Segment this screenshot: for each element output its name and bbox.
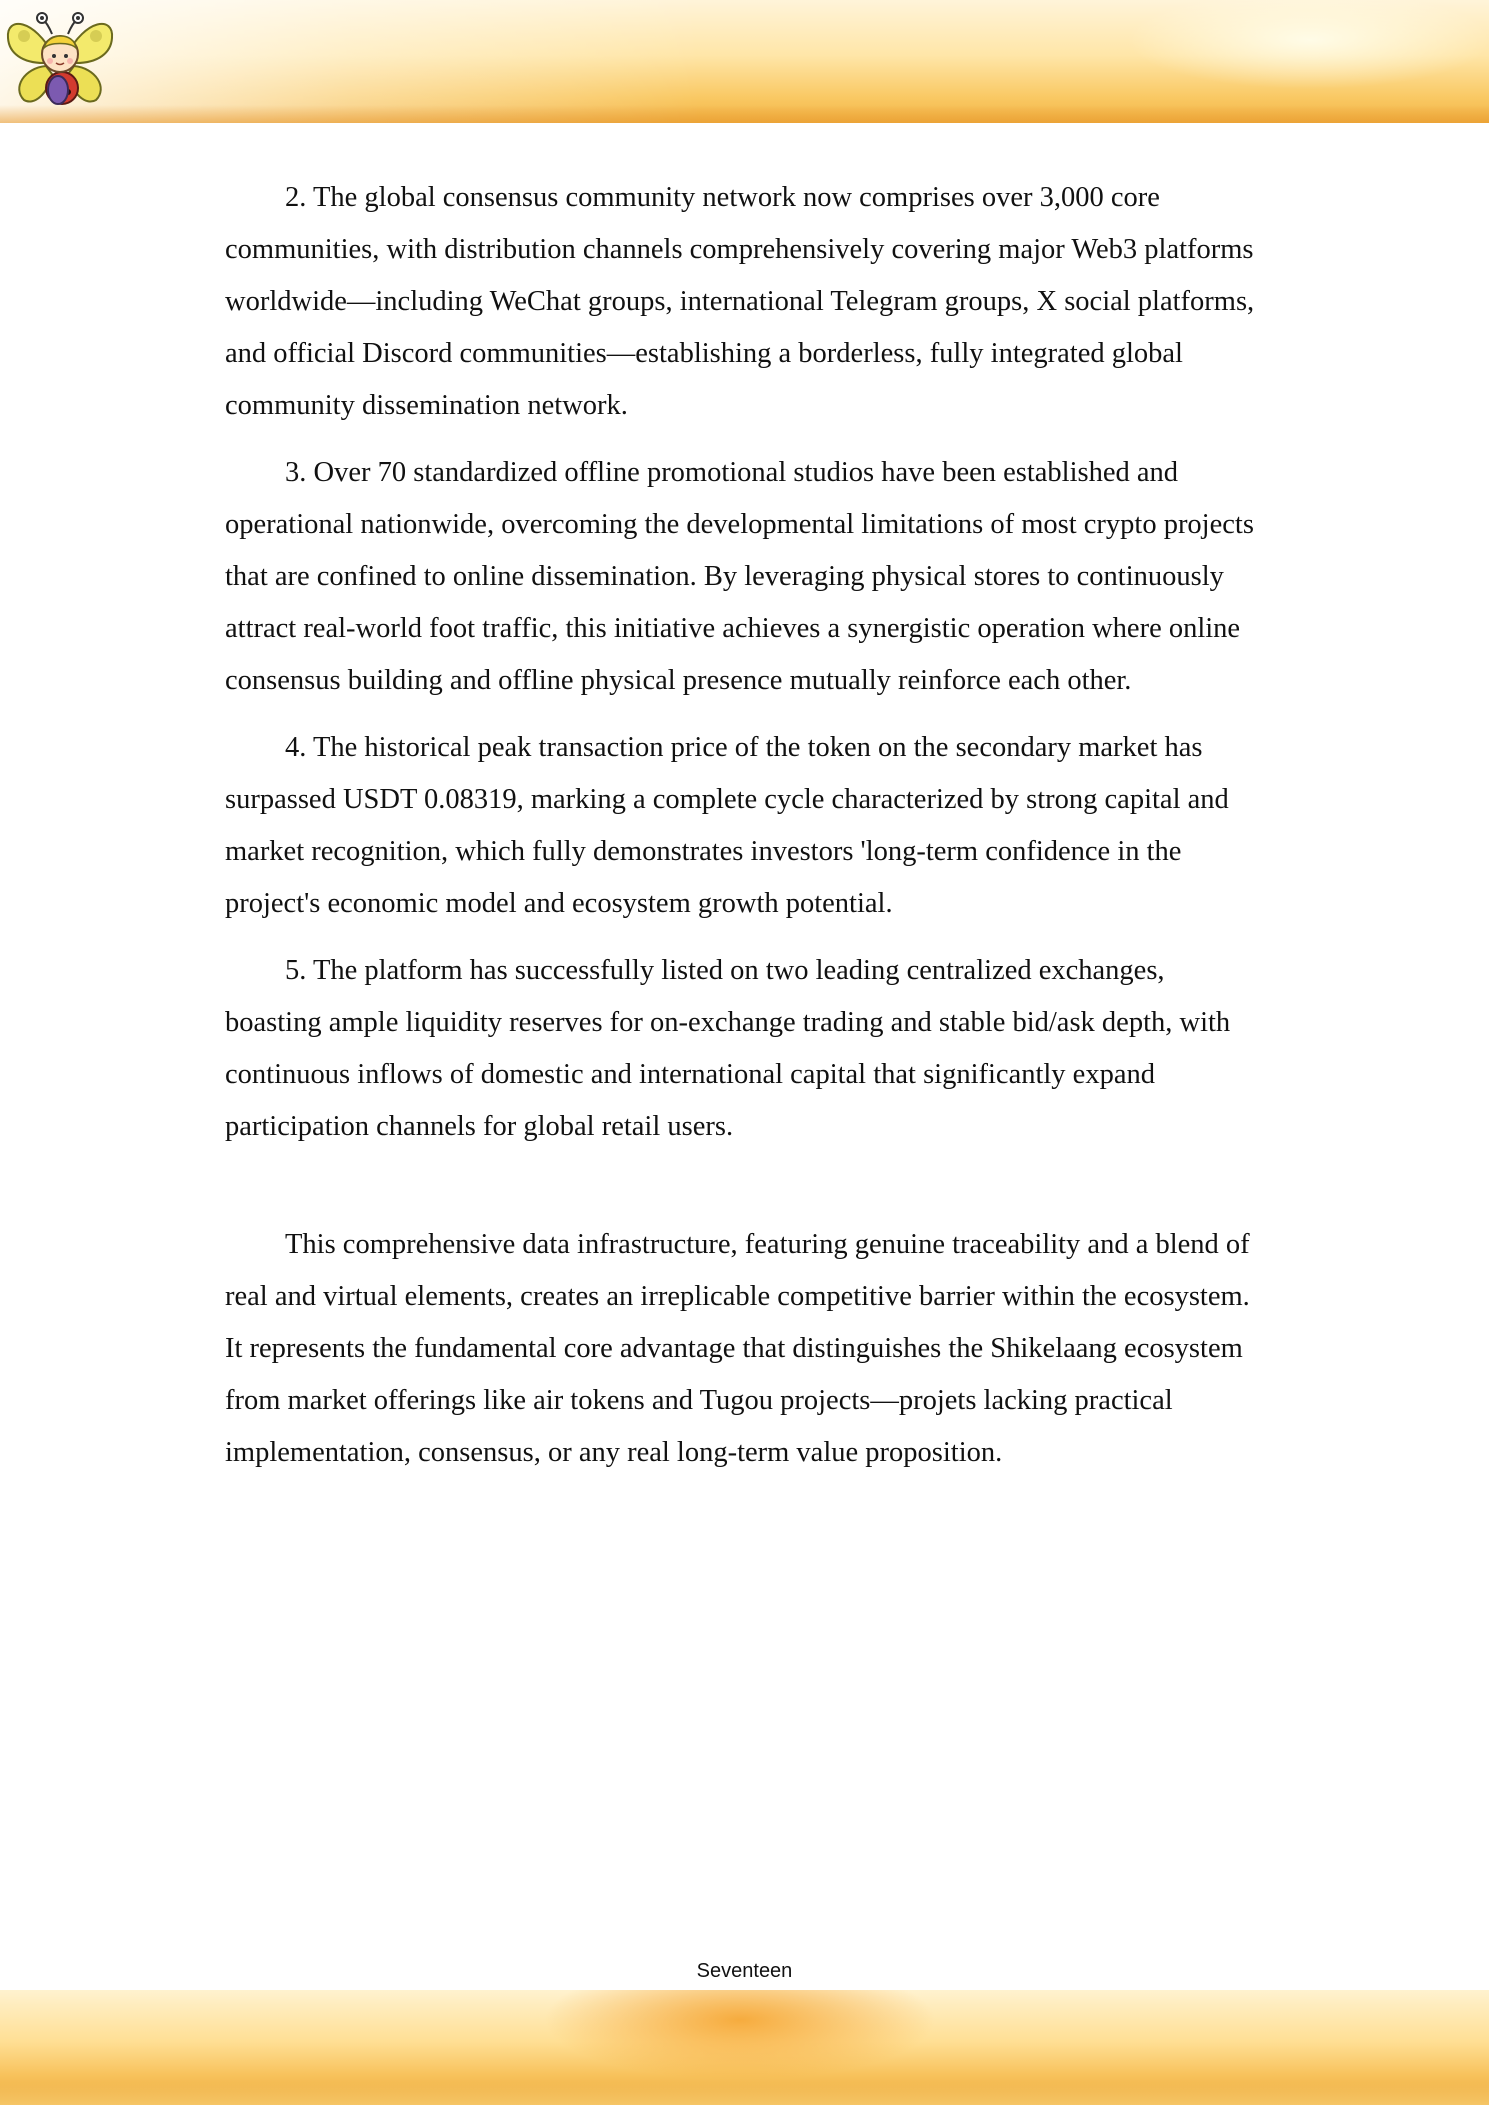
footer-shoreline — [0, 2083, 1489, 2105]
paragraph-summary: This comprehensive data infrastructure, featuring genuine traceability and a blend of real and virtual elements, creates an irreplicable competitive barrier within the ecosystem. It represents the fundamental core advantage that distinguishes the Shikelaang ecosystem from market offerings like air tokens and Tugou projects—projets lacking practical implementation, consensus, or any real long-term value proposition. — [225, 1229, 1250, 1468]
paragraph-exchange-listing: 5. The platform has successfully listed on two leading centralized exchanges, boasting ample liquidity reserves for on-exchange trading and stable bid/ask depth, with continuous inflows of domestic and international capital that significantly expand participation channels for global retail users. — [225, 955, 1231, 1142]
paragraph-offline-studios: 3. Over 70 standardized offline promotional studios have been established and operational nationwide, overcoming the developmental limitations of most crypto projects that are confined to online dissemination. By leveraging physical stores to continuously attract real-world foot traffic, this initiative achieves a synergistic operation where online consensus building and offline physical presence mutually reinforce each other. — [225, 457, 1254, 696]
paragraph-peak-price: 4. The historical peak transaction price of the token on the secondary market has surpassed USDT 0.08319, marking a complete cycle characterized by strong capital and market recognition, which fully demonstrates investors 'long-term confidence in the project's economic model and ecosystem growth potential. — [225, 732, 1229, 919]
header-shoreline — [0, 105, 1489, 123]
paragraph-communities: 2. The global consensus community network now comprises over 3,000 core communities, with distribution channels comprehensively covering major Web3 platforms worldwide—including WeChat groups, international Telegram groups, X social platforms, and official Discord communities—establishing a borderless, fully integrated global community dissemination network. — [225, 182, 1255, 421]
header-banner — [0, 0, 1489, 123]
page-number: Seventeen — [696, 1960, 793, 1982]
footer-banner — [0, 1990, 1489, 2105]
butterfly-ladybug-mascot-icon — [4, 8, 116, 108]
document-body — [225, 172, 1255, 1494]
